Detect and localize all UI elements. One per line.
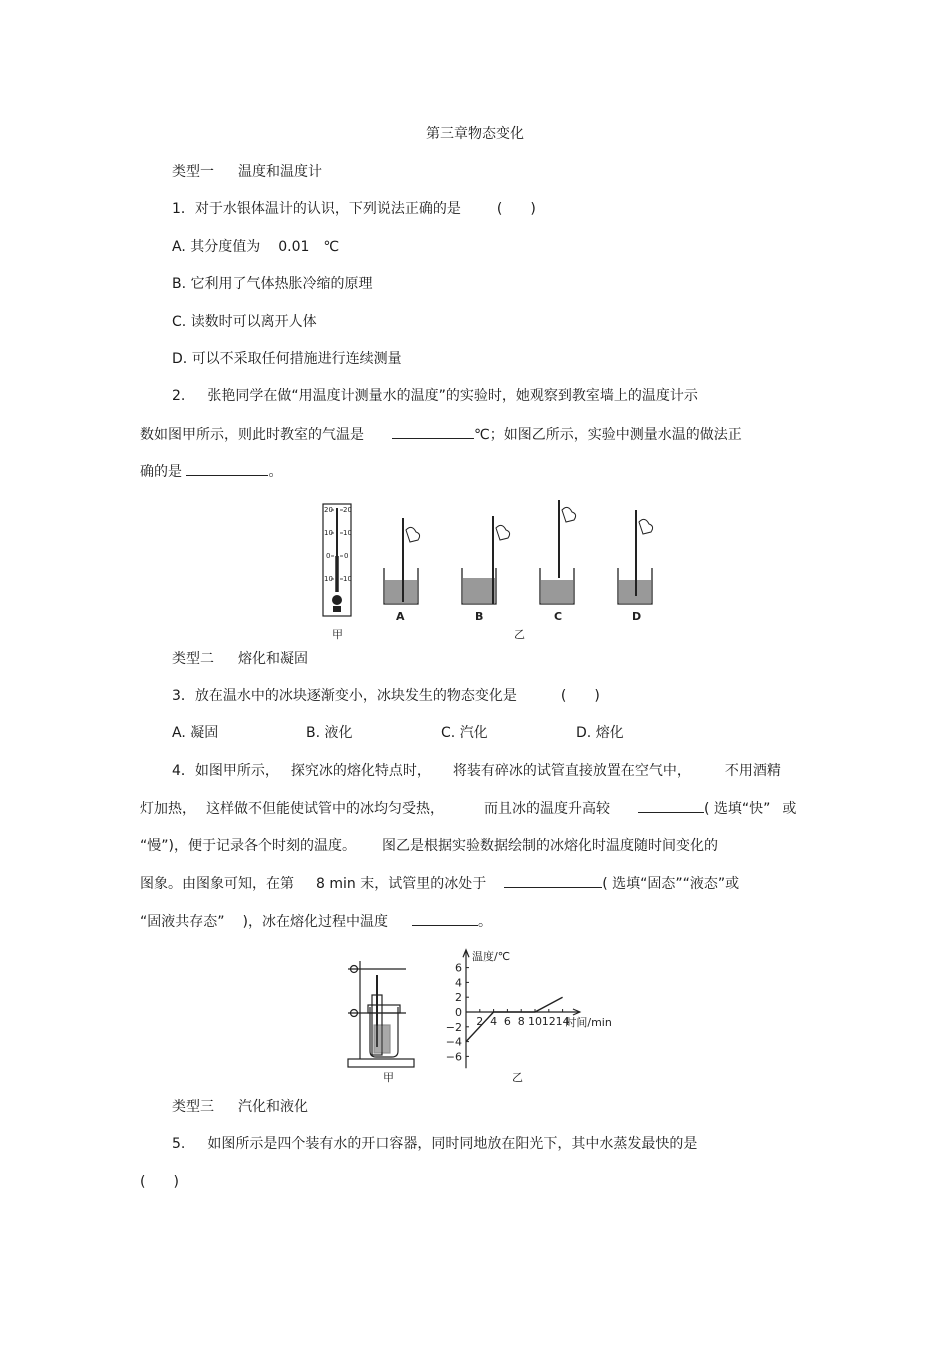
q3-option-a: A. 凝固 [172,725,219,741]
q4-line-2: 灯加热， 这样做不但能使试管中的冰均匀受热， 而且冰的温度升高较 ( 选填“快” 或 [140,798,796,819]
x-tick-label: 6 [503,1015,511,1028]
scale-label: 10 [324,575,333,583]
x-tick-label: 4 [490,1015,498,1028]
q2-line-1: 2. 张艳同学在做“用温度计测量水的温度”的实验时，她观察到教室墙上的温度计示 [172,388,698,404]
x-axis-label: 时间/min [565,1016,612,1029]
y-tick-label: 2 [455,991,462,1005]
beaker-label: D [632,610,642,623]
q2-line-3: 确的是 。 [140,461,282,482]
beaker-a [384,518,420,623]
question-5-paren: ( ) [140,1174,179,1190]
y-tick-label: −4 [445,1035,462,1049]
q1-option-c: C. 读数时可以离开人体 [172,314,317,330]
beaker-c [540,500,576,623]
scale-label: 20 [343,506,352,514]
q4-apparatus-figure [344,955,434,1085]
y-tick-label: −2 [445,1020,462,1034]
question-3-stem: 3．放在温水中的冰块逐渐变小，冰块发生的物态变化是 ( ) [172,688,600,704]
melting-chart-svg [440,940,640,1090]
beaker-b [462,516,510,623]
scale-label: 10 [343,575,352,583]
y-tick-label: 4 [455,976,462,990]
figure-label-yi: 乙 [512,1071,523,1084]
y-tick-label: −6 [445,1050,462,1064]
beaker-label: A [396,610,405,623]
x-tick-label: 10 [528,1015,542,1028]
question-1-stem: 1．对于水银体温计的认识，下列说法正确的是 ( ) [172,201,536,217]
y-tick-label: 0 [455,1006,462,1019]
q1-option-a: A. 其分度值为 0.01 ℃ [172,239,340,255]
x-tick-label: 14 [555,1015,570,1028]
q4-line-4: 图象。由图象可知，在第 8 min 末，试管里的冰处于 ( 选填“固态”“液态”或 [140,873,739,894]
q1-option-b: B. 它利用了气体热胀冷缩的原理 [172,276,373,292]
figure-label-jia: 甲 [383,1071,394,1084]
q4-line-1: 4．如图甲所示， 探究冰的熔化特点时， 将装有碎冰的试管直接放置在空气中， 不用酒精 [172,763,781,779]
answer-paren: ( ) [560,688,600,704]
q2-figure [318,500,658,645]
answer-paren: ( ) [496,201,536,217]
answer-blank [186,461,268,476]
beaker-label: C [554,610,563,623]
figure-label-jia: 甲 [332,628,343,641]
page-title: 第三章物态变化 [426,126,524,142]
section-heading-2: 类型二 熔化和凝固 [172,651,308,667]
q3-option-b: B. 液化 [306,725,353,741]
x-tick-label: 8 [517,1015,525,1028]
answer-blank [392,424,474,439]
q3-option-d: D. 熔化 [576,725,624,741]
q1-option-d: D. 可以不采取任何措施进行连续测量 [172,351,402,367]
x-tick-label: 12 [541,1015,556,1028]
q2-line-2: 数如图甲所示，则此时教室的气温是 ℃；如图乙所示，实验中测量水温的做法正 [140,424,742,445]
y-axis-label: 温度/℃ [472,949,511,963]
section-name: 温度和温度计 [238,164,322,180]
scale-label: 10 [343,529,352,537]
figure-label-yi: 乙 [514,628,525,641]
q4-line-3: “慢”)，便于记录各个时刻的温度。 图乙是根据实验数据绘制的冰熔化时温度随时间变化的 [140,838,718,854]
wall-thermometer [323,504,352,616]
beaker-d [618,510,653,623]
section-heading-3: 类型三 汽化和液化 [172,1099,308,1115]
scale-label: 0 [344,552,349,560]
scale-label: 20 [324,506,333,514]
beaker-label: B [475,610,484,623]
scale-label: 0 [326,552,331,560]
melting-chart [440,940,640,1090]
y-tick-label: 6 [455,961,462,975]
q3-option-c: C. 汽化 [441,725,488,741]
stand-base [348,1059,414,1067]
scale-label: 10 [324,529,333,537]
q4-line-5: “固液共存态” )，冰在熔化过程中温度 。 [140,911,492,932]
x-tick-label: 2 [476,1015,484,1028]
section-label: 类型一 [172,164,214,180]
question-5-stem: 5. 如图所示是四个装有水的开口容器，同时同地放在阳光下，其中水蒸发最快的是 [172,1136,698,1152]
section-heading-1 [172,162,322,182]
q2-figure-svg [318,500,658,645]
